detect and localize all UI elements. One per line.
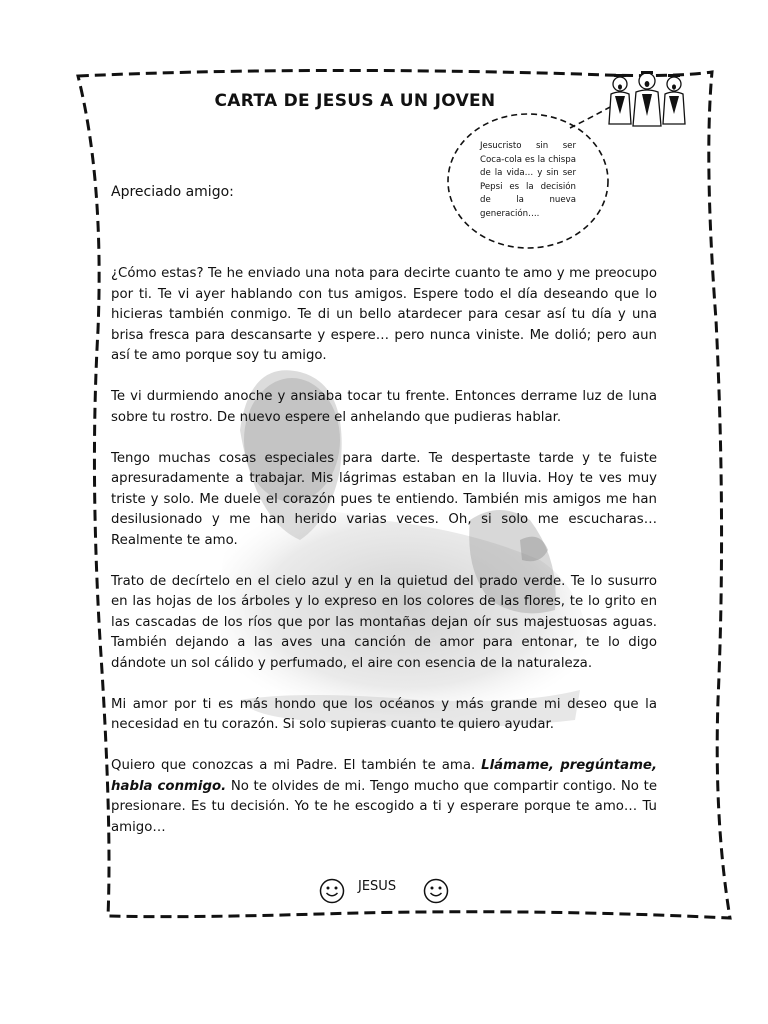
letter-paragraph-last bbox=[111, 756, 657, 838]
paragraph-text: Quiero que conozcas a mi Padre. El también te ama. bbox=[111, 758, 482, 773]
letter-paragraph: Trato de decírtelo en el cielo azul y en la quietud del prado verde. Te lo susurro en las hojas de los árboles y lo expreso en los colores de las flores, te lo grito en las cascadas de los ríos que por las montañas dejan oír sus majestuosas aguas. También dejando a las aves una canción de amor para entonar, te lo digo dándote un sol cálido y perfumado, el aire con esencia de la naturaleza. bbox=[111, 573, 657, 671]
emphasized-text: Llámame, pregúntame, habla conmigo. bbox=[111, 758, 658, 794]
speech-bubble-text: Jesucristo sin ser Coca-cola es la chispa de la vida… y sin ser Pepsi es la decisión de la nueva generación…. bbox=[480, 141, 576, 219]
letter-body bbox=[111, 264, 657, 859]
letter-title: CARTA DE JESUS A UN JOVEN bbox=[214, 91, 496, 111]
letter-paragraph: Te vi durmiendo anoche y ansiaba tocar tu frente. Entonces derrame luz de luna sobre tu rostro. De nuevo espere el anhelando que pudieras hablar. bbox=[111, 389, 657, 425]
letter-greeting: Apreciado amigo: bbox=[111, 184, 234, 200]
signature-block bbox=[318, 877, 450, 907]
letter-paragraph: Tengo muchas cosas especiales para darte. Te despertaste tarde y te fuiste apresuradamente a trabajar. Mis lágrimas estaban en la lluvia. Hoy te ves muy triste y solo. Me duele el corazón pues te entiendo. También mis amigos me han desilusionado y me han herido varias veces. Oh, si solo me escucharas… Realmente te amo. bbox=[111, 450, 657, 548]
letter-paragraph: ¿Cómo estas? Te he enviado una nota para decirte cuanto te amo y me preocupo por ti. Te vi ayer hablando con tus amigos. Espere todo el día deseando que lo hicieras también conmigo. Te di un bello atardecer para cesar así tu día y una brisa fresca para descansarte y espere… pero nunca viniste. Me dolió; pero aun así te amo porque soy tu amigo. bbox=[111, 266, 657, 363]
singing-choir-icon bbox=[606, 70, 688, 132]
signature-name: JESUS bbox=[358, 879, 397, 894]
smiley-face-icon bbox=[422, 877, 450, 905]
paragraph-text: No te olvides de mi. Tengo mucho que compartir contigo. No te presionare. Es tu decisión. Yo te he escogido a ti y esperare porque te amo… Tu amigo… bbox=[111, 778, 657, 835]
smiley-face-icon bbox=[318, 877, 346, 905]
letter-paragraph: Mi amor por ti es más hondo que los océanos y más grande mi deseo que la necesidad en tu corazón. Si solo supieras cuanto te quiero ayudar. bbox=[111, 696, 657, 732]
